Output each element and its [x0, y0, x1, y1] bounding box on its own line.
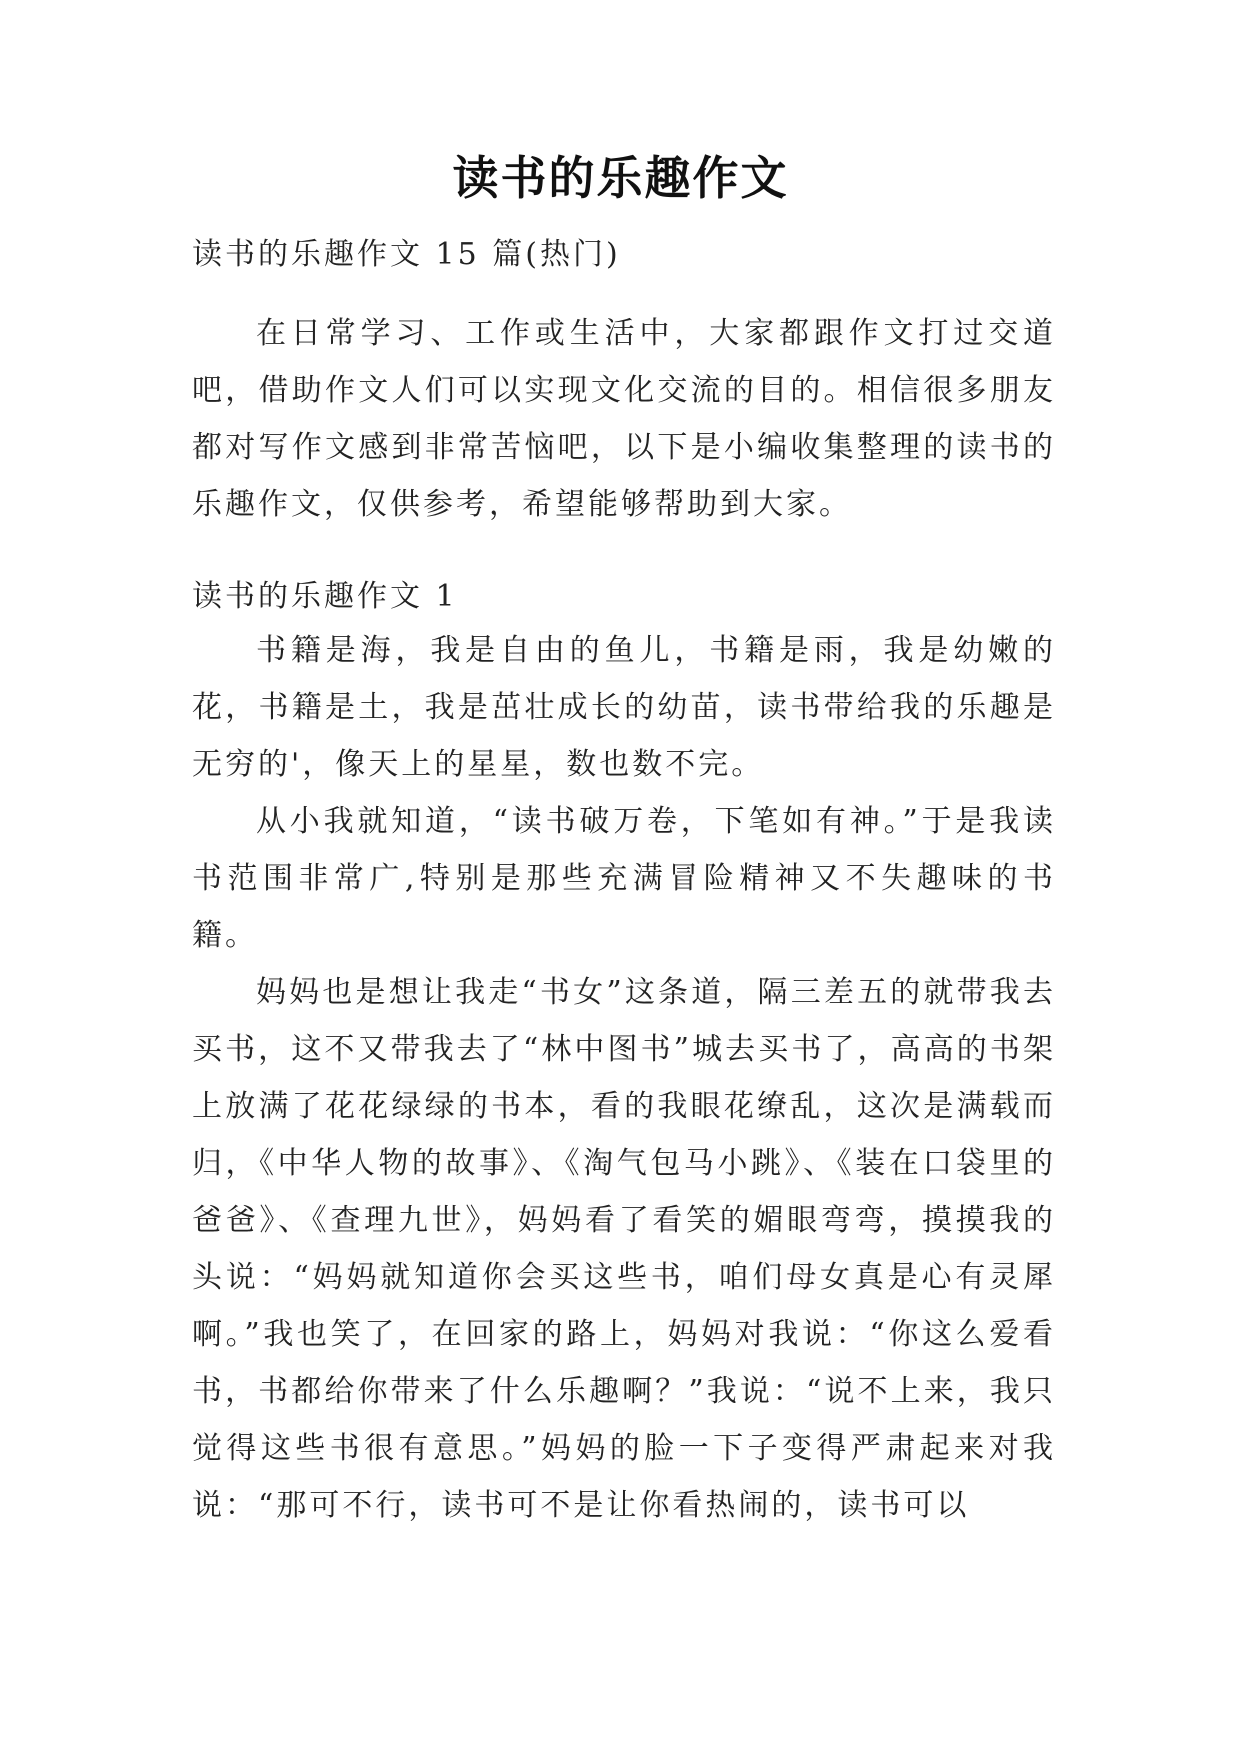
essay-1-paragraph: 妈妈也是想让我走“书女”这条道，隔三差五的就带我去买书，这不又带我去了“林中图书”城去买书了，高高的书架上放满了花花绿绿的书本，看的我眼花缭乱，这次是满载而归，《中华人物的故事》、《淘气包马小跳》、《装在口袋里的爸爸》、《查理九世》，妈妈看了看笑的媚眼弯弯，摸摸我的头说：“妈妈就知道你会买这些书，咱们母女真是心有灵犀啊。”我也笑了，在回家的路上，妈妈对我说：“你这么爱看书，书都给你带来了什么乐趣啊？”我说：“说不上来，我只觉得这些书很有意思。”妈妈的脸一下子变得严肃起来对我说：“那可不行，读书可不是让你看热闹的，读书可以 [192, 975, 1056, 1523]
intro-paragraph: 在日常学习、工作或生活中，大家都跟作文打过交道吧，借助作文人们可以实现文化交流的目的。相信很多朋友都对写作文感到非常苦恼吧，以下是小编收集整理的读书的乐趣作文，仅供参考，希望能够帮助到大家。 [192, 316, 1056, 522]
essay-1-paragraph: 从小我就知道，“读书破万卷，下笔如有神。”于是我读书范围非常广,特别是那些充满冒险精神又不失趣味的书籍。 [192, 804, 1056, 953]
intro-heading: 读书的乐趣作文 15 篇(热门) [192, 237, 621, 272]
essay-1-heading: 读书的乐趣作文 1 [192, 579, 458, 614]
intro-paragraph-block [192, 305, 1056, 533]
essay-1-body [192, 622, 1056, 1534]
document-title: 读书的乐趣作文 [452, 151, 789, 205]
essay-1-paragraph: 书籍是海，我是自由的鱼儿，书籍是雨，我是幼嫩的花，书籍是土，我是茁壮成长的幼苗，读书带给我的乐趣是无穷的'，像天上的星星，数也数不完。 [192, 633, 1056, 782]
